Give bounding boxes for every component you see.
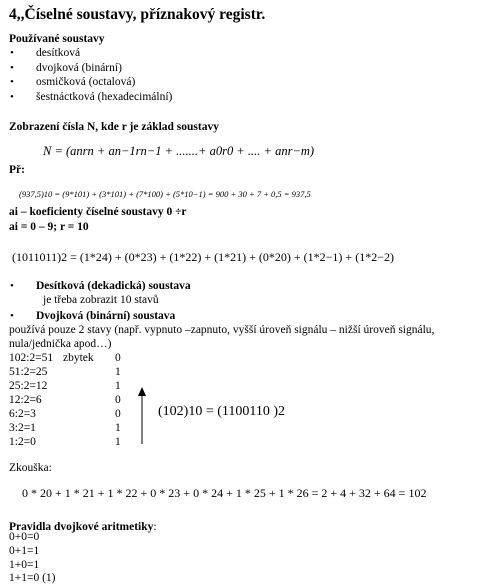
used-systems-heading: Používané soustavy — [9, 33, 105, 45]
list-item: • osmičková (octalová) — [9, 76, 172, 91]
division-row: 102:2=51 zbytek 0 — [9, 352, 121, 364]
check-label: Zkouška: — [9, 462, 52, 474]
division-row: 6:2=3 0 — [9, 408, 121, 420]
division-row: 25:2=12 1 — [9, 380, 121, 392]
list-item: • desítková — [9, 47, 172, 62]
representation-heading: Zobrazení čísla N, kde r je základ soustavy — [9, 121, 219, 133]
arithmetic-heading: Pravidla dvojkové aritmetiky: — [9, 521, 157, 533]
arithmetic-rule: 0+0=0 — [9, 531, 40, 543]
binary-description: nula/jednička apod…) — [9, 338, 112, 350]
decimal-heading: Desítková (dekadická) soustava — [36, 280, 191, 292]
binary-heading: Dvojková (binární) soustava — [36, 310, 176, 322]
decimal-note: je třeba zobrazit 10 stavů — [43, 294, 159, 306]
example-label: Př: — [9, 164, 25, 176]
conversion-result: (102)10 = (1100110 )2 — [158, 404, 286, 419]
bullet-icon: • — [10, 310, 14, 322]
division-row: 51:2=25 1 — [9, 366, 121, 378]
division-row: 1:2=0 1 — [9, 436, 121, 448]
page-title: 4,,Číselné soustavy, příznakový registr. — [9, 6, 266, 23]
range-line: ai = 0 – 9; r = 10 — [9, 221, 89, 233]
decimal-example-equation: (937,5)10 = (9*101) + (3*101) + (7*100) + (5*10−1) = 900 + 30 + 7 + 0,5 = 937,5 — [19, 189, 311, 199]
check-equation: 0 * 20 + 1 * 21 + 1 * 22 + 0 * 23 + 0 * 24 + 1 * 25 + 1 * 26 = 2 + 4 + 32 + 64 = 102 — [22, 486, 427, 500]
general-formula: N = (anrn + an−1rn−1 + .......+ a0r0 + .... + anr−m) — [43, 144, 315, 158]
binary-example-equation: (1011011)2 = (1*24) + (0*23) + (1*22) + (1*21) + (0*20) + (1*2−1) + (1*2−2) — [12, 250, 394, 264]
arrow-up-icon — [135, 386, 149, 446]
remainder-label: zbytek — [63, 352, 94, 364]
arithmetic-rule: 0+1=1 — [9, 545, 40, 557]
binary-description: používá pouze 2 stavy (např. vypnuto –zapnuto, vyšší úroveň signálu – nižší úroveň signálu, — [9, 324, 435, 336]
division-row: 12:2=6 0 — [9, 394, 121, 406]
used-systems-list — [9, 47, 172, 105]
coefficients-line: ai – koeficienty číselné soustavy 0 ÷r — [9, 206, 187, 218]
list-item: • dvojková (binární) — [9, 62, 172, 77]
arithmetic-rule: 1+1=0 (1) — [9, 572, 56, 584]
arithmetic-rule: 1+0=1 — [9, 559, 40, 571]
division-row: 3:2=1 1 — [9, 422, 121, 434]
list-item: • šestnáctková (hexadecimální) — [9, 91, 172, 106]
bullet-icon: • — [10, 280, 14, 292]
